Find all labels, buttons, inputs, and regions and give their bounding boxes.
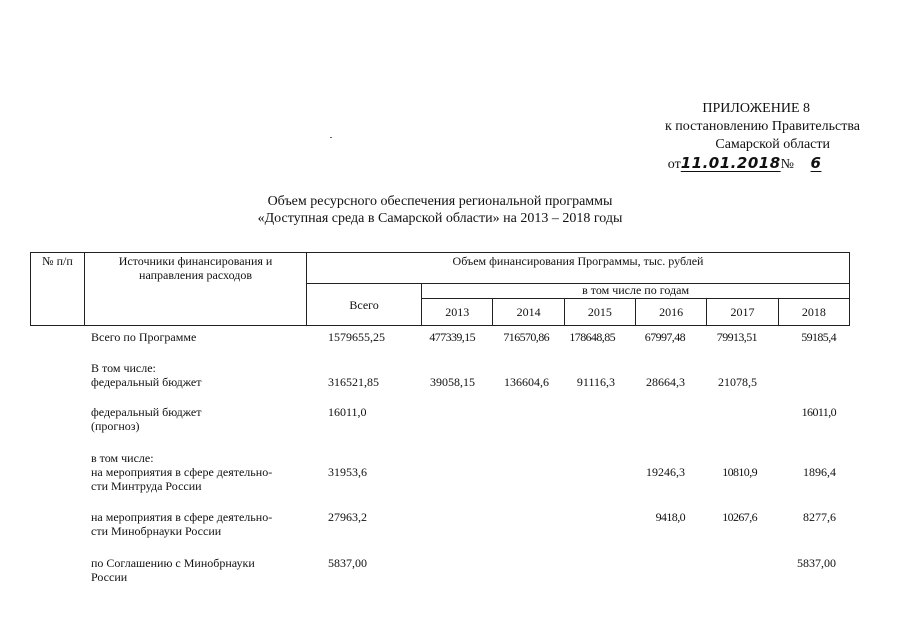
annex-from-prefix: от xyxy=(667,157,681,172)
header-year: 2017 xyxy=(707,299,778,326)
row-value-2017: 10810,9 xyxy=(722,465,757,479)
header-year: 2014 xyxy=(493,299,564,326)
annex-title: ПРИЛОЖЕНИЕ 8 xyxy=(702,101,810,116)
handwritten-number: 6 xyxy=(810,154,822,172)
row-value-2017: 21078,5 xyxy=(718,375,757,389)
row-value-2018: 8277,6 xyxy=(803,510,836,524)
annex-number-sign: № xyxy=(780,157,794,172)
row-total: 31953,6 xyxy=(328,465,367,479)
row-value-2016: 19246,3 xyxy=(646,465,685,479)
row-value-2018: 59185,4 xyxy=(801,330,836,344)
document-title-line2: «Доступная среда в Самарской области» на 2013 – 2018 годы xyxy=(257,211,623,226)
header-funding-volume: Объем финансирования Программы, тыс. рублей xyxy=(307,253,850,284)
row-label: Всего по Программе xyxy=(91,330,197,344)
row-label: на мероприятия в сфере деятельно- сти Минобрнауки России xyxy=(91,510,273,538)
header-year: 2018 xyxy=(778,299,849,326)
handwritten-date: 11.01.2018 xyxy=(680,154,781,172)
annex-line-region: Самарской области xyxy=(715,137,830,152)
row-value-2018: 5837,00 xyxy=(797,556,836,570)
row-value-2013: 39058,15 xyxy=(430,375,475,389)
row-value-2014: 136604,6 xyxy=(504,375,549,389)
header-no: № п/п xyxy=(31,253,85,326)
header-year: 2016 xyxy=(636,299,707,326)
row-total: 5837,00 xyxy=(328,556,367,570)
row-label: В том числе: федеральный бюджет xyxy=(91,361,202,389)
row-value-2016: 28664,3 xyxy=(646,375,685,389)
document-title-line1: Объем ресурсного обеспечения региональной программы xyxy=(267,194,613,209)
row-total: 16011,0 xyxy=(328,405,367,419)
row-value-2015: 91116,3 xyxy=(576,375,615,389)
row-label: федеральный бюджет (прогноз) xyxy=(91,405,202,433)
row-total: 316521,85 xyxy=(328,375,379,389)
row-value-2017: 10267,6 xyxy=(722,510,757,524)
row-value-2016: 67997,48 xyxy=(644,330,685,344)
header-total: Всего xyxy=(307,284,422,326)
row-value-2015: 178648,85 xyxy=(569,330,615,344)
row-value-2017: 79913,51 xyxy=(716,330,757,344)
header-by-years: в том числе по годам xyxy=(422,284,850,299)
row-value-2016: 9418,0 xyxy=(655,510,685,524)
row-value-2018: 16011,0 xyxy=(801,405,836,419)
row-label: по Соглашению с Минобрнауки России xyxy=(91,556,255,584)
row-value-2013: 477339,15 xyxy=(429,330,475,344)
row-total: 27963,2 xyxy=(328,510,367,524)
annex-line-decree: к постановлению Правительства xyxy=(664,119,860,134)
row-value-2018: 1896,4 xyxy=(803,465,836,479)
header-sources: Источники финансирования и направления расходов xyxy=(84,253,306,326)
header-year: 2015 xyxy=(564,299,635,326)
row-total: 1579655,25 xyxy=(328,330,385,344)
header-year: 2013 xyxy=(422,299,493,326)
row-label: в том числе: на мероприятия в сфере деятельно- сти Минтруда России xyxy=(91,451,273,493)
row-value-2014: 716570,86 xyxy=(503,330,549,344)
